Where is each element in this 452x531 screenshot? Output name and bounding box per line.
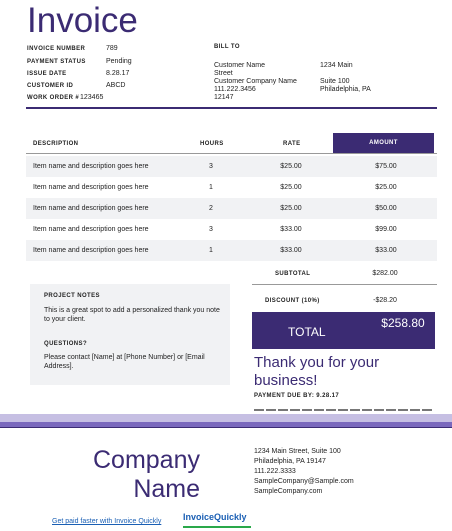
thank-you-message: Thank you for your business!: [254, 354, 380, 389]
row-hours: 3: [209, 226, 213, 233]
total-box: [252, 312, 435, 349]
hours-column-header: HOURS: [200, 141, 224, 147]
total-value: $258.80: [381, 316, 425, 330]
invoice-number-value: 789: [106, 45, 118, 52]
bill-to-address-block: [320, 62, 420, 94]
summary-rule: [252, 284, 437, 285]
table-row: [26, 198, 437, 219]
row-hours: 2: [209, 205, 213, 212]
company-contact-block: [254, 447, 354, 497]
company-email: SampleCompany@Sample.com: [254, 478, 354, 485]
bill-to-customer-block: [214, 62, 309, 101]
company-city-line: Philadelphia, PA 19147: [254, 458, 326, 465]
project-notes-text: This is a great spot to add a personalized thank you note to your client.: [44, 307, 220, 323]
company-address-line: 1234 Main Street, Suite 100: [254, 448, 341, 455]
customer-id-value: ABCD: [106, 82, 126, 89]
customer-id-label: CUSTOMER ID: [27, 83, 74, 89]
description-column-header: DESCRIPTION: [33, 141, 79, 147]
total-label: TOTAL: [288, 325, 326, 339]
row-amount: $33.00: [375, 247, 397, 254]
project-notes-heading: PROJECT NOTES: [44, 293, 100, 299]
work-order-value: 123465: [80, 94, 104, 101]
bill-to-company: Customer Company Name: [214, 78, 297, 85]
rate-column-header: RATE: [283, 141, 301, 147]
row-rate: $33.00: [280, 247, 302, 254]
header-divider: [26, 107, 437, 109]
row-description: Item name and description goes here: [33, 205, 149, 212]
bill-to-address-line: Philadelphia, PA: [320, 86, 371, 93]
row-rate: $25.00: [280, 163, 302, 170]
company-name: Company Name: [93, 446, 200, 503]
bill-to-street: Street: [214, 70, 233, 77]
logo-underline: [183, 526, 251, 528]
company-phone: 111.222.3333: [254, 468, 296, 475]
payment-status-label: PAYMENT STATUS: [27, 59, 86, 65]
row-amount: $99.00: [375, 226, 397, 233]
invoice-title: Invoice: [27, 1, 138, 40]
issue-date-value: 8.28.17: [106, 70, 130, 77]
row-description: Item name and description goes here: [33, 184, 149, 191]
invoice-quickly-logo[interactable]: InvoiceQuickly: [183, 512, 247, 522]
bill-to-zip: 12147: [214, 94, 234, 101]
footer-band-dark: [0, 427, 452, 428]
table-row: [26, 240, 437, 261]
bill-to-address-line: 1234 Main: [320, 62, 353, 69]
row-hours: 1: [209, 184, 213, 191]
row-rate: $33.00: [280, 226, 302, 233]
issue-date-label: ISSUE DATE: [27, 71, 67, 77]
row-rate: $25.00: [280, 184, 302, 191]
company-website: SampleCompany.com: [254, 488, 323, 495]
amount-column-header: AMOUNT: [333, 133, 434, 154]
discount-value: -$28.20: [373, 297, 397, 304]
row-amount: $25.00: [375, 184, 397, 191]
row-hours: 1: [209, 247, 213, 254]
bill-to-address-line: Suite 100: [320, 78, 350, 85]
row-description: Item name and description goes here: [33, 163, 149, 170]
table-row: [26, 219, 437, 240]
notes-panel: [30, 284, 230, 385]
discount-label: DISCOUNT (10%): [265, 298, 320, 304]
subtotal-value: $282.00: [372, 270, 398, 277]
subtotal-label: SUBTOTAL: [275, 271, 311, 277]
row-rate: $25.00: [280, 205, 302, 212]
footer-band-light: [0, 414, 452, 422]
row-hours: 3: [209, 163, 213, 170]
table-row: [26, 156, 437, 177]
row-amount: $50.00: [375, 205, 397, 212]
invoice-number-label: INVOICE NUMBER: [27, 46, 86, 52]
invoice-quickly-promo-link[interactable]: Get paid faster with Invoice Quickly: [52, 518, 162, 525]
row-amount: $75.00: [375, 163, 397, 170]
payment-status-value: Pending: [106, 58, 132, 65]
bill-to-heading: BILL TO: [214, 44, 240, 50]
table-header-rule: [26, 153, 437, 154]
clipped-payment-text: [254, 407, 434, 413]
work-order-label: WORK ORDER #: [27, 95, 80, 101]
row-description: Item name and description goes here: [33, 226, 149, 233]
bill-to-customer-name: Customer Name: [214, 62, 265, 69]
questions-heading: QUESTIONS?: [44, 341, 88, 347]
bill-to-phone: 111.222.3456: [214, 86, 256, 93]
payment-due-date: PAYMENT DUE BY: 9.28.17: [254, 393, 340, 399]
questions-text: Please contact [Name] at [Phone Number] or [Email Address].: [44, 354, 205, 370]
table-row: [26, 177, 437, 198]
row-description: Item name and description goes here: [33, 247, 149, 254]
